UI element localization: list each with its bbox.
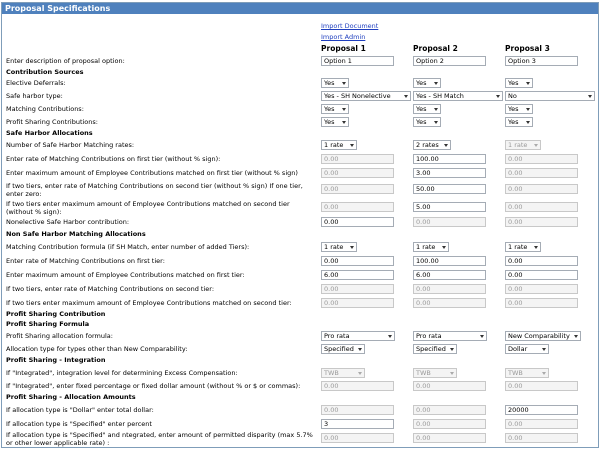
- dropdown-arrow-icon: [526, 82, 530, 85]
- nsh-max-first-tier-input-2[interactable]: 6.00: [413, 270, 486, 280]
- nsh-formula-select-2[interactable]: [413, 242, 449, 252]
- section-ps-formula: Profit Sharing Formula: [6, 320, 90, 328]
- dropdown-arrow-icon: [450, 372, 454, 375]
- sh-rate-first-tier-input-3[interactable]: 0.00: [505, 154, 578, 164]
- description-input-3[interactable]: Option 3: [505, 56, 578, 66]
- sh-rate-first-tier-input-2[interactable]: 100.00: [413, 154, 486, 164]
- profit-sharing-contributions-label: Profit Sharing Contributions:: [6, 118, 98, 126]
- dropdown-arrow-icon: [574, 335, 578, 338]
- elective-deferrals-label: Elective Deferrals:: [6, 79, 66, 87]
- dropdown-arrow-icon: [526, 108, 530, 111]
- nsh-formula-label: Matching Contribution formula (if SH Match, enter number of added Tiers):: [6, 243, 250, 251]
- select-value: Yes: [508, 79, 519, 87]
- select-value: Yes: [324, 105, 335, 113]
- specified-percent-input-3[interactable]: 0.00: [505, 419, 578, 429]
- sh-max-first-tier-label: Enter maximum amount of Employee Contributions matched on first tier (without % sign): [6, 169, 298, 177]
- nsh-rate-second-tier-input-2[interactable]: 0.00: [413, 284, 486, 294]
- sh-max-first-tier-input-3[interactable]: 0.00: [505, 168, 578, 178]
- integration-level-label: If "Integrated", integration level for determining Excess Compensation:: [6, 369, 238, 377]
- select-value: Yes: [508, 105, 519, 113]
- allocation-type-select-2[interactable]: [413, 344, 457, 354]
- permitted-disparity-input-1[interactable]: 0.00: [321, 433, 394, 443]
- section-safe-harbor-allocations: Safe Harbor Allocations: [6, 129, 93, 137]
- sh-max-first-tier-input-1[interactable]: 0.00: [321, 168, 394, 178]
- nsh-max-second-tier-label: If two tiers enter maximum amount of Employee Contributions matched on second tier:: [6, 299, 292, 307]
- select-value: 1 rate: [416, 243, 436, 251]
- dollar-total-input-2[interactable]: 0.00: [413, 405, 486, 415]
- dollar-total-input-1[interactable]: 0.00: [321, 405, 394, 415]
- integration-level-select-3[interactable]: [505, 368, 549, 378]
- sh-rate-first-tier-input-1[interactable]: 0.00: [321, 154, 394, 164]
- dropdown-arrow-icon: [444, 144, 448, 147]
- sh-max-second-tier-input-3[interactable]: 0.00: [505, 202, 578, 212]
- sh-rate-second-tier-input-2[interactable]: 50.00: [413, 184, 486, 194]
- safe-harbor-type-select-3[interactable]: [505, 91, 595, 101]
- matching-contributions-label: Matching Contributions:: [6, 105, 84, 113]
- select-value: 1 rate: [324, 243, 344, 251]
- sh-rate-second-tier-label: If two tiers, enter rate of Matching Contributions on second tier (without % sign) If one tier, enter zero:: [6, 182, 303, 198]
- specified-percent-input-1[interactable]: 3: [321, 419, 394, 429]
- column-header-proposal-1: Proposal 1: [321, 44, 366, 53]
- safe-harbor-type-label: Safe harbor type:: [6, 92, 63, 100]
- select-value: New Comparability: [508, 332, 570, 340]
- profit-sharing-contributions-select-1[interactable]: [321, 117, 349, 127]
- matching-contributions-select-1[interactable]: [321, 104, 349, 114]
- select-value: Yes - SH Nonelective: [324, 92, 391, 100]
- matching-contributions-select-2[interactable]: [413, 104, 441, 114]
- nsh-rate-first-tier-input-1[interactable]: 0.00: [321, 256, 394, 266]
- dropdown-arrow-icon: [542, 372, 546, 375]
- nsh-max-first-tier-label: Enter maximum amount of Employee Contributions matched on first tier:: [6, 271, 245, 279]
- dropdown-arrow-icon: [480, 335, 484, 338]
- nsh-formula-select-3[interactable]: [505, 242, 541, 252]
- section-ps-allocation-amounts: Profit Sharing - Allocation Amounts: [6, 393, 136, 401]
- elective-deferrals-select-2[interactable]: [413, 78, 441, 88]
- select-value: TWB: [324, 369, 339, 377]
- description-label: Enter description of proposal option:: [6, 57, 125, 65]
- description-input-2[interactable]: Option 2: [413, 56, 486, 66]
- dropdown-arrow-icon: [434, 121, 438, 124]
- select-value: Dollar: [508, 345, 528, 353]
- dropdown-arrow-icon: [350, 246, 354, 249]
- dropdown-arrow-icon: [434, 108, 438, 111]
- ps-allocation-formula-select-2[interactable]: [413, 331, 487, 341]
- section-contribution-sources: Contribution Sources: [6, 68, 84, 76]
- select-value: Yes: [416, 105, 427, 113]
- nsh-rate-first-tier-input-3[interactable]: 0.00: [505, 256, 578, 266]
- sh-match-rates-select-1[interactable]: [321, 140, 357, 150]
- profit-sharing-contributions-select-2[interactable]: [413, 117, 441, 127]
- integration-level-select-2[interactable]: [413, 368, 457, 378]
- dropdown-arrow-icon: [342, 121, 346, 124]
- panel-title: Proposal Specifications: [2, 3, 598, 14]
- select-value: Pro rata: [416, 332, 442, 340]
- dropdown-arrow-icon: [534, 144, 538, 147]
- nsh-max-first-tier-input-1[interactable]: 6.00: [321, 270, 394, 280]
- integrated-fixed-input-2[interactable]: 0.00: [413, 381, 486, 391]
- nsh-rate-second-tier-label: If two tiers, enter rate of Matching Contributions on second tier:: [6, 285, 215, 293]
- allocation-type-label: Allocation type for types other than New Comparability:: [6, 345, 188, 353]
- sh-rate-second-tier-input-1[interactable]: 0.00: [321, 184, 394, 194]
- select-value: TWB: [508, 369, 523, 377]
- profit-sharing-contributions-select-3[interactable]: [505, 117, 533, 127]
- select-value: Pro rata: [324, 332, 350, 340]
- dropdown-arrow-icon: [358, 348, 362, 351]
- description-input-1[interactable]: Option 1: [321, 56, 394, 66]
- select-value: Yes: [416, 79, 427, 87]
- nonelective-sh-input-1[interactable]: 0.00: [321, 217, 394, 227]
- integration-level-select-1[interactable]: [321, 368, 365, 378]
- select-value: Yes: [508, 118, 519, 126]
- section-non-safe-harbor: Non Safe Harbor Matching Allocations: [6, 230, 146, 238]
- dropdown-arrow-icon: [434, 82, 438, 85]
- import-admin-link[interactable]: Import Admin: [321, 33, 366, 41]
- dropdown-arrow-icon: [388, 335, 392, 338]
- dropdown-arrow-icon: [496, 95, 500, 98]
- elective-deferrals-select-3[interactable]: [505, 78, 533, 88]
- matching-contributions-select-3[interactable]: [505, 104, 533, 114]
- ps-allocation-formula-label: Profit Sharing allocation formula:: [6, 332, 113, 340]
- nonelective-sh-label: Nonelective Safe Harbor contribution:: [6, 218, 130, 226]
- select-value: 1 rate: [508, 243, 528, 251]
- select-value: Specified: [416, 345, 446, 353]
- column-header-proposal-3: Proposal 3: [505, 44, 550, 53]
- dropdown-arrow-icon: [526, 121, 530, 124]
- dropdown-arrow-icon: [442, 246, 446, 249]
- integrated-fixed-label: If "Integrated", enter fixed percentage or fixed dollar amount (without % or $ or commas):: [6, 382, 301, 390]
- dropdown-arrow-icon: [450, 348, 454, 351]
- select-value: Specified: [324, 345, 354, 353]
- dropdown-arrow-icon: [342, 108, 346, 111]
- sh-max-second-tier-input-1[interactable]: 0.00: [321, 202, 394, 212]
- nsh-max-second-tier-input-1[interactable]: 0.00: [321, 298, 394, 308]
- integrated-fixed-input-1[interactable]: 0.00: [321, 381, 394, 391]
- nonelective-sh-input-2[interactable]: 0.00: [413, 217, 486, 227]
- select-value: 1 rate: [324, 141, 344, 149]
- nsh-max-first-tier-input-3[interactable]: 0.00: [505, 270, 578, 280]
- select-value: Yes - SH Match: [416, 92, 464, 100]
- sh-match-rates-label: Number of Safe Harbor Matching rates:: [6, 141, 135, 149]
- dropdown-arrow-icon: [358, 372, 362, 375]
- nsh-rate-first-tier-label: Enter rate of Matching Contributions on first tier:: [6, 257, 165, 265]
- permitted-disparity-label: If allocation type is "Specified" and ntegrated, enter amount of permitted disparity (max 5.7% or other lower applicable rate) :: [6, 431, 313, 447]
- select-value: Yes: [416, 118, 427, 126]
- permitted-disparity-input-2[interactable]: 0.00: [413, 433, 486, 443]
- dropdown-arrow-icon: [542, 348, 546, 351]
- nsh-max-second-tier-input-3[interactable]: 0.00: [505, 298, 578, 308]
- dropdown-arrow-icon: [404, 95, 408, 98]
- sh-max-second-tier-label: If two tiers enter maximum amount of Employee Contributions matched on second tier (without % sign):: [6, 200, 290, 216]
- proposal-specifications-panel: [1, 2, 599, 448]
- select-value: 1 rate: [508, 141, 528, 149]
- section-ps-integration: Profit Sharing - Integration: [6, 356, 106, 364]
- sh-rate-first-tier-label: Enter rate of Matching Contributions on first tier (without % sign):: [6, 155, 221, 163]
- sh-max-second-tier-input-2[interactable]: 5.00: [413, 202, 486, 212]
- nsh-rate-second-tier-input-3[interactable]: 0.00: [505, 284, 578, 294]
- nsh-max-second-tier-input-2[interactable]: 0.00: [413, 298, 486, 308]
- sh-max-first-tier-input-2[interactable]: 3.00: [413, 168, 486, 178]
- nsh-formula-select-1[interactable]: [321, 242, 357, 252]
- integrated-fixed-input-3[interactable]: 0.00: [505, 381, 578, 391]
- column-header-proposal-2: Proposal 2: [413, 44, 458, 53]
- allocation-type-select-3[interactable]: [505, 344, 549, 354]
- dollar-total-input-3[interactable]: 20000: [505, 405, 578, 415]
- sh-match-rates-select-2[interactable]: [413, 140, 451, 150]
- import-document-link[interactable]: Import Document: [321, 22, 379, 30]
- dropdown-arrow-icon: [350, 144, 354, 147]
- safe-harbor-type-select-2[interactable]: [413, 91, 503, 101]
- select-value: TWB: [416, 369, 431, 377]
- ps-allocation-formula-select-3[interactable]: [505, 331, 581, 341]
- select-value: 2 rates: [416, 141, 439, 149]
- permitted-disparity-input-3[interactable]: 0.00: [505, 433, 578, 443]
- specified-percent-input-2[interactable]: 0.00: [413, 419, 486, 429]
- select-value: No: [508, 92, 517, 100]
- sh-rate-second-tier-input-3[interactable]: 0.00: [505, 184, 578, 194]
- nonelective-sh-input-3[interactable]: 0.00: [505, 217, 578, 227]
- ps-allocation-formula-select-1[interactable]: [321, 331, 395, 341]
- dropdown-arrow-icon: [588, 95, 592, 98]
- select-value: Yes: [324, 118, 335, 126]
- specified-percent-label: If allocation type is "Specified" enter percent: [6, 420, 152, 428]
- section-ps-contribution: Profit Sharing Contribution: [6, 310, 106, 318]
- safe-harbor-type-select-1[interactable]: [321, 91, 411, 101]
- dropdown-arrow-icon: [342, 82, 346, 85]
- nsh-rate-second-tier-input-1[interactable]: 0.00: [321, 284, 394, 294]
- select-value: Yes: [324, 79, 335, 87]
- allocation-type-select-1[interactable]: [321, 344, 365, 354]
- elective-deferrals-select-1[interactable]: [321, 78, 349, 88]
- dropdown-arrow-icon: [534, 246, 538, 249]
- nsh-rate-first-tier-input-2[interactable]: 100.00: [413, 256, 486, 266]
- sh-match-rates-select-3[interactable]: [505, 140, 541, 150]
- dollar-total-label: If allocation type is "Dollar" enter total dollar:: [6, 406, 154, 414]
